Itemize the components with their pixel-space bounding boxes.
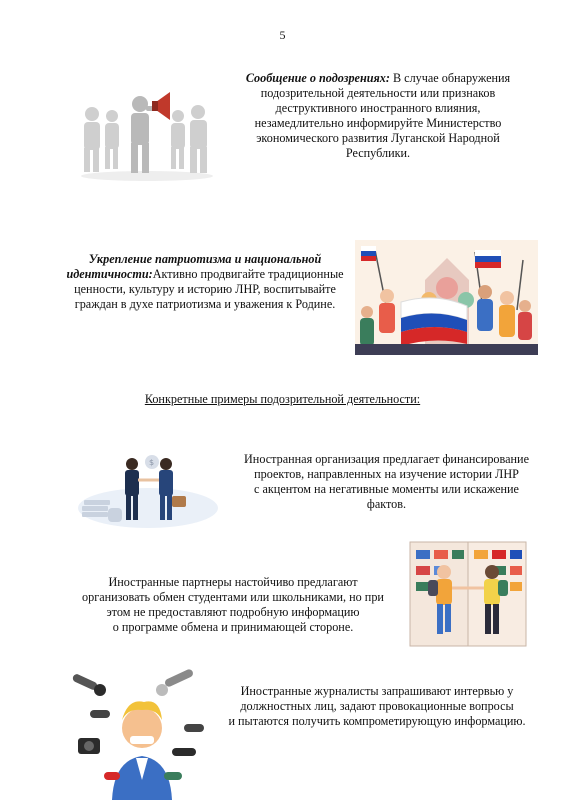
page-number: 5 — [279, 28, 286, 42]
patriotism-paragraph: Укрепление патриотизма и национальной идентичности:Активно продвигайте традиционные ценности, культуру и историю ЛНР, воспитывайте граждан в духе патриотизма и уважения к Родине. — [66, 252, 344, 311]
suspicions-paragraph: Сообщение о подозрениях: В случае обнаружения подозрительной деятельности или признаков деструктивного иностранного влияния, незамедлительно информируйте Министерство экономического развития Луганской Народной Республики. — [245, 71, 511, 160]
journalists-interview-illustration — [64, 668, 214, 800]
example-3-text: Иностранные журналисты запрашивают интервью у должностных лиц, задают провокационные вопросы и пытаются получить компрометирующую информацию. — [228, 684, 526, 728]
example-2-text: Иностранные партнеры настойчиво предлагают организовать обмен студентами или школьниками, но при этом не предоставляют подробную информацию о программе обмена и принимающей стороне. — [82, 575, 384, 634]
megaphone-people-illustration — [72, 82, 222, 182]
patriotism-heading: Укрепление патриотизма и национальной — [88, 252, 322, 266]
svg-text:$: $ — [149, 458, 155, 467]
business-handshake-illustration — [68, 448, 218, 530]
patriotic-crowd-illustration — [355, 240, 538, 355]
example-1-text: Иностранная организация предлагает финансирование проектов, направленных на изучение истории ЛНР с акцентом на негативные моменты или искажение фактов. — [244, 452, 529, 511]
student-exchange-illustration — [408, 538, 528, 658]
examples-title: Конкретные примеры подозрительной деятельности: — [144, 392, 421, 406]
suspicions-heading: Сообщение о подозрениях: — [245, 71, 390, 85]
patriotism-heading-cont: идентичности: — [66, 267, 153, 281]
